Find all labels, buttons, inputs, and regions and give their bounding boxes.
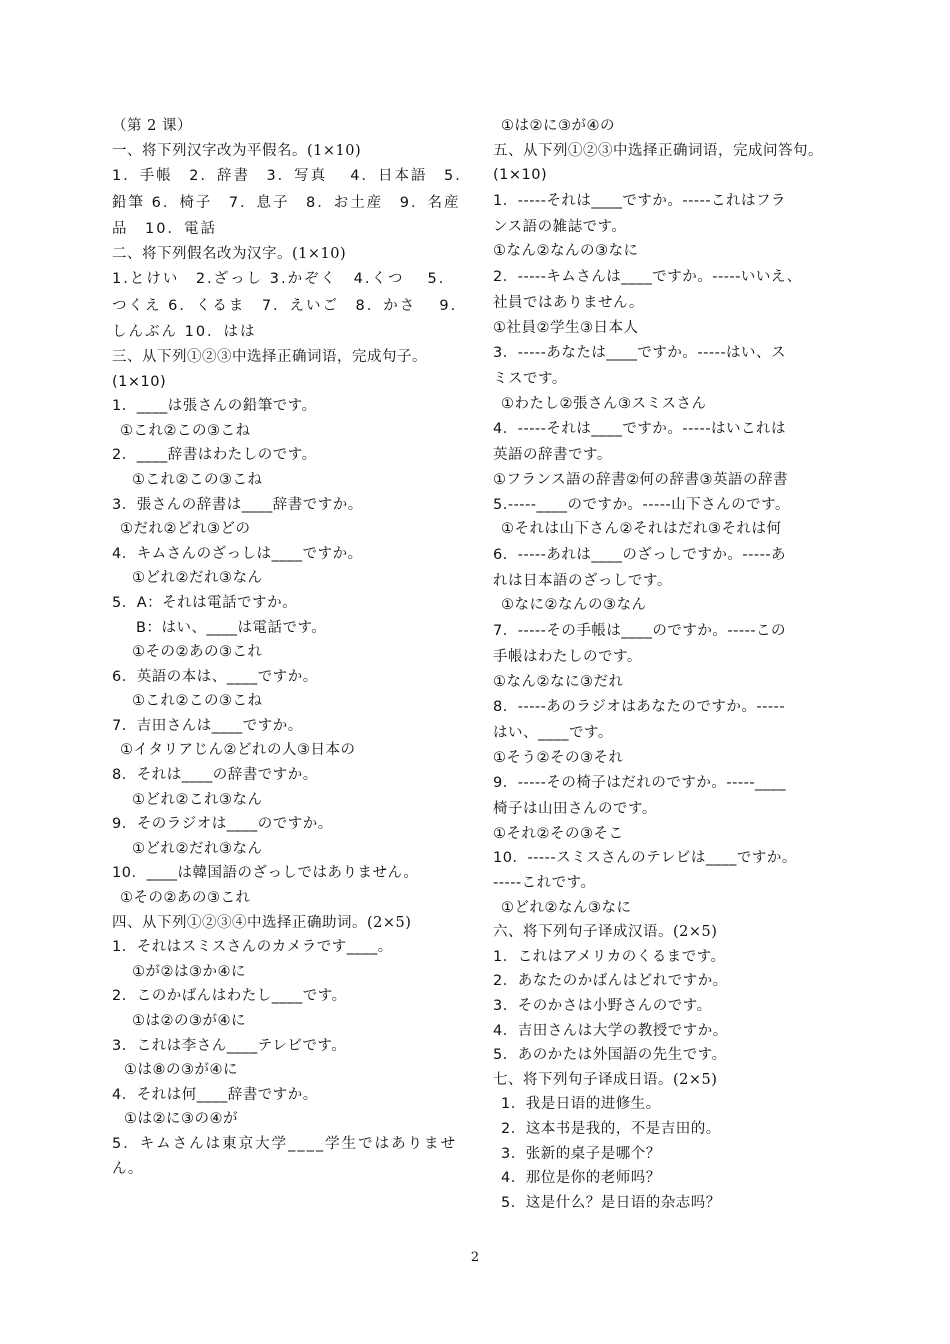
sentence: 1．これはアメリカのくるまです。 — [493, 948, 726, 965]
section-heading: 四、从下列①②③④中选择正确助词。(2×5) — [112, 914, 412, 931]
sentence: 4．吉田さんは大学の教授ですか。 — [493, 1022, 728, 1039]
page-number: 2 — [470, 1250, 480, 1265]
text-line: 品 10．電話 — [112, 221, 217, 238]
options: ①どれ②だれ③なん — [132, 840, 263, 857]
options: ①その②あの③これ — [132, 644, 263, 661]
question: 3．-----あなたは____ですか。-----はい、ス — [493, 345, 787, 362]
text-line: 鉛筆 6．椅子 7．息子 8．お土産 9．名産 — [112, 195, 461, 212]
options: ①わたし②張さん③スミスさん — [501, 395, 707, 412]
question-continued: れは日本語のざっしです。 — [493, 572, 672, 589]
question: 4．それは何____辞書ですか。 — [112, 1086, 318, 1103]
question: 10．-----スミスさんのテレビは____ですか。 — [493, 850, 797, 867]
sentence: 3．そのかさは小野さんのです。 — [493, 998, 712, 1015]
options: ①それは山下さん②それはだれ③それは何 — [501, 521, 782, 538]
options: ①その②あの③これ — [120, 890, 251, 907]
options: ①は②の③が④に — [132, 1013, 246, 1029]
text-line: つくえ 6．くるま 7．えいご 8．かさ 9. — [112, 298, 458, 315]
options: ①それ②その③そこ — [493, 825, 624, 842]
sentence: 4．那位是你的老师吗？ — [501, 1170, 661, 1187]
options: ①どれ②だれ③なん — [132, 570, 263, 587]
question: 7．-----その手帳は____のですか。-----この — [493, 622, 787, 639]
options: ①は②に③が④の — [501, 118, 615, 134]
question: 2．このかばんはわたし____です。 — [112, 988, 347, 1005]
section-heading: 五、从下列①②③中选择正确词语，完成问答句。 — [493, 142, 823, 159]
options: ①社員②学生③日本人 — [493, 319, 639, 336]
question: 1．それはスミスさんのカメラです____。 — [112, 939, 393, 956]
text-line: 1.とけい 2.ざっし 3.かぞく 4.くつ 5. — [112, 271, 446, 288]
question: 2．____辞書はわたしのです。 — [112, 447, 317, 464]
options: ①これ②この③こね — [132, 693, 263, 710]
section-heading: 二、将下列假名改为汉字。(1×10) — [112, 245, 347, 262]
options: ①だれ②どれ③どの — [120, 521, 251, 538]
question: 1．-----それは____ですか。-----これはフラ — [493, 192, 787, 209]
options: ①そう②その③それ — [493, 749, 624, 766]
question: 9．そのラジオは____のですか。 — [112, 816, 333, 833]
question: 5．キムさんは東京大学____学生ではありませ — [112, 1135, 458, 1152]
question-continued: 手帳はわたしのです。 — [493, 648, 642, 665]
sentence: 5．这是什么？是日语的杂志吗？ — [501, 1194, 721, 1211]
sentence: 3．张新的桌子是哪个？ — [501, 1145, 661, 1162]
question-continued: -----これです。 — [493, 875, 596, 892]
question: 6．英語の本は、____ですか。 — [112, 668, 318, 685]
sentence: 2．这本书是我的，不是吉田的。 — [501, 1121, 721, 1137]
options: ①なん②なに③だれ — [493, 673, 624, 690]
question: 5.-----____のですか。-----山下さんのです。 — [493, 496, 790, 513]
question: 4．-----それは____ですか。-----はいこれは — [493, 421, 787, 438]
options: ①は⑧の③が④に — [124, 1062, 238, 1079]
question: 9．-----その椅子はだれのですか。-----____ — [493, 775, 787, 792]
question-continued: 椅子は山田さんのです。 — [493, 801, 657, 818]
options: ①どれ②なん③なに — [501, 899, 632, 916]
section-heading: 六、将下列句子译成汉语。(2×5) — [493, 924, 718, 941]
question: 1．____は張さんの鉛筆です。 — [112, 398, 317, 415]
question-continued: 英語の辞書です。 — [493, 447, 612, 464]
text-line: 1．手帳 2．辞書 3．写真 4．日本語 5． — [112, 168, 472, 185]
options: ①は②に③の④が — [124, 1111, 238, 1128]
options: ①なん②なんの③なに — [493, 243, 639, 260]
question: 4．キムさんのざっしは____ですか。 — [112, 545, 363, 562]
question: 8．それは____の辞書ですか。 — [112, 767, 318, 784]
options: ①フランス語の辞書②何の辞書③英語の辞書 — [493, 471, 789, 488]
section-heading: 一、将下列汉字改为平假名。(1×10) — [112, 142, 362, 159]
sentence: 2．あなたのかばんはどれですか。 — [493, 973, 728, 990]
question-continued: 社員ではありません。 — [493, 294, 644, 311]
section-heading: 三、从下列①②③中选择正确词语，完成句子。 — [112, 348, 427, 365]
question: 2．-----キムさんは____ですか。-----いいえ、 — [493, 268, 802, 285]
text-line: (1×10) — [493, 167, 548, 184]
question: 8．-----あのラジオはあなたのですか。----- — [493, 699, 786, 716]
sentence: 5．あのかたは外国語の先生です。 — [493, 1047, 727, 1064]
left-column — [112, 114, 484, 1181]
question: 3．これは李さん____テレビです。 — [112, 1037, 347, 1054]
question: 5．A：それは電話ですか。 — [112, 594, 298, 611]
question: 3．張さんの辞書は____辞書ですか。 — [112, 496, 363, 513]
options: ①これ②この③こね — [120, 422, 251, 439]
question-continued: B：はい、____は電話です。 — [136, 619, 327, 636]
question-continued: ンス語の雑誌です。 — [493, 218, 627, 235]
text-line: (1×10) — [112, 373, 167, 390]
question-continued: ミスです。 — [493, 371, 567, 388]
question: 6．-----あれは____のざっしですか。-----あ — [493, 546, 787, 563]
sentence: 1．我是日语的进修生。 — [501, 1096, 661, 1113]
options: ①イタリアじん②どれの人③日本の — [120, 742, 356, 759]
question: 10．____は韓国語のざっしではありません。 — [112, 865, 419, 882]
text-line: しんぶん 10．はは — [112, 324, 257, 341]
right-column — [493, 114, 843, 1215]
question-continued: ん。 — [112, 1160, 143, 1177]
options: ①これ②この③こね — [132, 471, 263, 488]
options: ①なに②なんの③なん — [501, 597, 647, 614]
question: 7．吉田さんは____ですか。 — [112, 717, 303, 734]
lesson-title: （第 2 课） — [112, 118, 192, 134]
options: ①が②は③か④に — [132, 963, 246, 980]
options: ①どれ②これ③なん — [132, 791, 263, 808]
question-continued: はい、____です。 — [493, 725, 613, 742]
section-heading: 七、将下列句子译成日语。(2×5) — [493, 1071, 718, 1088]
